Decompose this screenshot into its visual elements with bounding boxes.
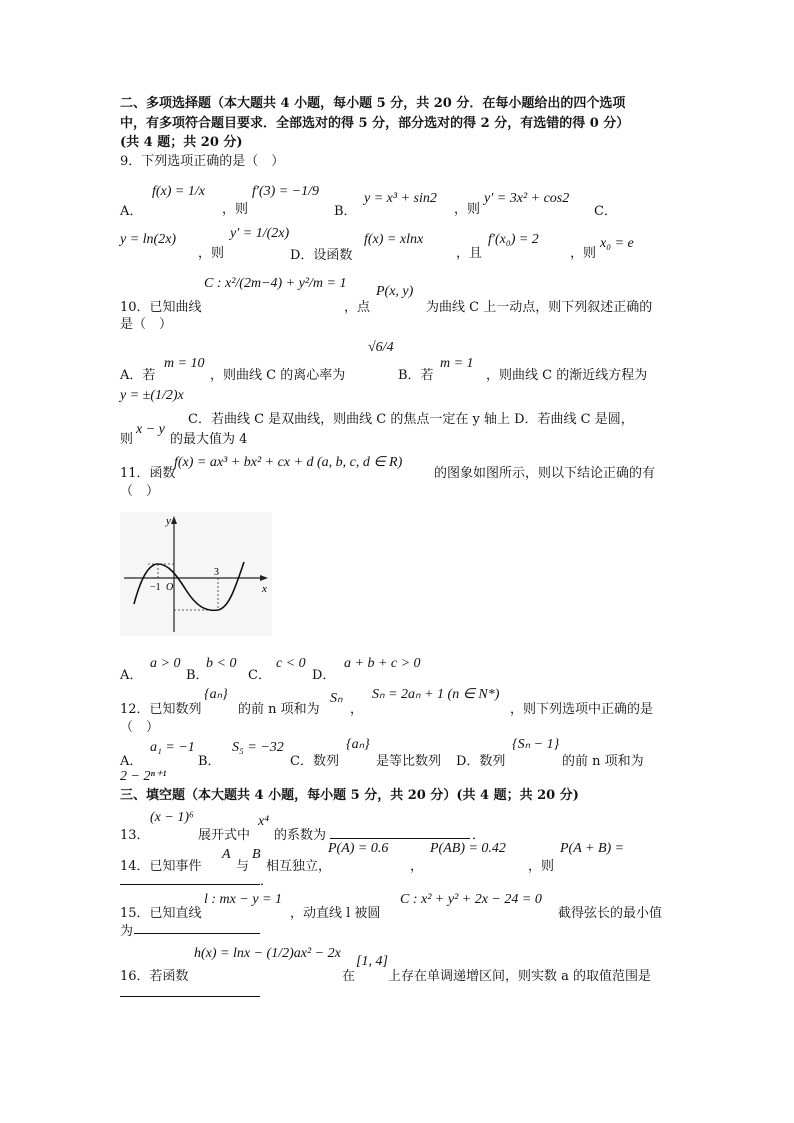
q9-a-label: A． bbox=[120, 204, 143, 219]
graph-x-label: x bbox=[262, 583, 267, 595]
q9-d-and: ，且 bbox=[456, 246, 483, 261]
q9-a-fprime: f′(3) = −1/9 bbox=[252, 184, 320, 199]
q15-line: l : mx − y = 1 bbox=[204, 892, 282, 907]
q9-b-label: B． bbox=[334, 204, 357, 219]
q10-d-pre: 则 bbox=[120, 432, 134, 447]
q10-a-text: ，则曲线 C 的离心率为 bbox=[210, 368, 346, 383]
q16-in: 在 bbox=[342, 969, 356, 984]
q11-b-label: B． bbox=[186, 668, 209, 683]
q15-line2: 为 bbox=[120, 924, 134, 939]
q11-stem-line2: （ ） bbox=[120, 484, 160, 499]
q10-b-asym: y = ±(1/2)x bbox=[120, 388, 184, 403]
q12-d-seq: {Sₙ − 1} bbox=[512, 737, 560, 752]
q9-d-x0: x₀ = e bbox=[600, 236, 634, 251]
q12-stem-line2: （ ） bbox=[120, 720, 160, 735]
q9-b-yprime: y′ = 3x² + cos2 bbox=[484, 191, 570, 206]
q10-b-m: m = 1 bbox=[440, 356, 474, 371]
q12-comma: ， bbox=[350, 702, 364, 717]
q13-number: 13． bbox=[120, 828, 150, 843]
q14-then: ，则 bbox=[528, 859, 555, 874]
q11-c-label: C． bbox=[248, 668, 271, 683]
q10-point: P(x, y) bbox=[376, 284, 414, 299]
q15-pre: 15．已知直线 bbox=[120, 906, 202, 921]
q10-d-post: 的最大值为 4 bbox=[170, 432, 248, 447]
q16-pre: 16．若函数 bbox=[120, 969, 189, 984]
q10-b-text: ，则曲线 C 的渐近线方程为 bbox=[486, 368, 648, 383]
q11-b: b < 0 bbox=[206, 656, 237, 671]
q11-d: a + b + c > 0 bbox=[344, 656, 421, 671]
q15-answer-blank[interactable] bbox=[134, 921, 260, 934]
q14-ask: P(A + B) = bbox=[560, 841, 625, 856]
q12-c-text: 是等比数列 bbox=[376, 754, 442, 769]
q16-post: 上存在单调递增区间，则实数 a 的取值范围是 bbox=[388, 969, 652, 984]
q10-b-label: B．若 bbox=[398, 368, 434, 383]
section2-line1: 二、多项选择题（本大题共 4 小题，每小题 5 分，共 20 分．在每小题给出的四个选项 bbox=[120, 96, 626, 111]
q9-a-then: ，则 bbox=[222, 202, 249, 217]
q12-c-label: C．数列 bbox=[290, 754, 339, 769]
q12-stem-post: ，则下列选项中正确的是 bbox=[510, 702, 654, 717]
q14-pa: P(A) = 0.6 bbox=[328, 841, 389, 856]
q9-b-then: ，则 bbox=[454, 202, 481, 217]
q11-d-label: D． bbox=[312, 668, 336, 683]
q14-event-a: A bbox=[222, 847, 231, 862]
q13-answer-blank[interactable] bbox=[330, 826, 470, 839]
q11-a: a > 0 bbox=[150, 656, 181, 671]
q11-graph bbox=[120, 512, 272, 636]
q9-c-then: ，则 bbox=[198, 246, 225, 261]
q12-stem-pre: 12．已知数列 bbox=[120, 702, 202, 717]
section3-header: 三、填空题（本大题共 4 小题，每小题 5 分，共 20 分）(共 4 题；共 20 分) bbox=[120, 788, 579, 803]
q10-c-text: C．若曲线 C 是双曲线，则曲线 C 的焦点一定在 y 轴上 D．若曲线 C 是圆， bbox=[188, 412, 634, 427]
q11-stem-post: 的图象如图所示，则以下结论正确的有 bbox=[434, 466, 656, 481]
q12-a: a₁ = −1 bbox=[150, 740, 195, 755]
q10-stem-line2: 是（ ） bbox=[120, 317, 173, 332]
q16-interval: [1, 4] bbox=[356, 954, 388, 969]
graph-right-mark: 3 bbox=[214, 567, 219, 578]
q10-a-label: A．若 bbox=[120, 368, 156, 383]
graph-origin-label: O bbox=[166, 582, 174, 593]
q14-comma: ， bbox=[410, 859, 424, 874]
q14-event-b: B bbox=[252, 847, 261, 862]
q11-c: c < 0 bbox=[276, 656, 306, 671]
q9-c-label: C． bbox=[594, 204, 617, 219]
q10-curve: C : x²/(2m−4) + y²/m = 1 bbox=[204, 276, 347, 291]
q13-end: ． bbox=[472, 828, 486, 843]
q12-a-label: A． bbox=[120, 754, 143, 769]
q9-d-label: D．设函数 bbox=[290, 248, 353, 263]
section2-line2: 中，有多项符合题目要求．全部选对的得 5 分，部分选对的得 2 分，有选错的得 0 分） bbox=[120, 116, 630, 131]
q16-answer-blank[interactable] bbox=[120, 984, 260, 997]
q12-seq: {aₙ} bbox=[204, 687, 228, 702]
q11-function: f(x) = ax³ + bx² + cx + d (a, b, c, d ∈ R) bbox=[174, 455, 403, 470]
q13-term: x⁴ bbox=[258, 814, 270, 829]
q13-mid: 展开式中 bbox=[198, 828, 251, 843]
q12-d-label: D．数列 bbox=[456, 754, 506, 769]
q15-mid: ，动直线 l 被圆 bbox=[290, 906, 381, 921]
q9-d-then: ，则 bbox=[570, 246, 597, 261]
section2-line3: (共 4 题；共 20 分) bbox=[120, 135, 243, 150]
q13-expression: (x − 1)⁶ bbox=[150, 810, 194, 825]
q12-stem-mid: 的前 n 项和为 bbox=[238, 702, 320, 717]
q9-d-f: f(x) = xlnx bbox=[364, 232, 424, 247]
q9-b-y: y = x³ + sin2 bbox=[364, 191, 437, 206]
q10-stem-mid: ，点 bbox=[344, 300, 371, 315]
q12-relation: Sₙ = 2aₙ + 1 (n ∈ N*) bbox=[372, 687, 500, 702]
graph-left-mark: −1 bbox=[150, 582, 161, 593]
q12-d-answer: 2 − 2ⁿ⁺¹ bbox=[120, 769, 167, 784]
q14-pab: P(AB) = 0.42 bbox=[430, 841, 506, 856]
q10-stem-post: 为曲线 C 上一动点，则下列叙述正确的 bbox=[426, 300, 653, 315]
q9-c-yprime: y′ = 1/(2x) bbox=[230, 226, 290, 241]
q9-c-y: y = ln(2x) bbox=[120, 232, 177, 247]
q14-end: ． bbox=[260, 874, 274, 889]
q14-indep: 相互独立， bbox=[266, 859, 332, 874]
q11-stem-pre: 11．函数 bbox=[120, 466, 176, 481]
q14-pre: 14．已知事件 bbox=[120, 859, 202, 874]
q14-answer-blank[interactable] bbox=[120, 872, 260, 885]
q11-a-label: A． bbox=[120, 668, 143, 683]
q12-c-seq: {aₙ} bbox=[346, 737, 370, 752]
q15-circle: C : x² + y² + 2x − 24 = 0 bbox=[400, 892, 542, 907]
q10-a-e: √6/4 bbox=[368, 340, 394, 355]
q12-d-text: 的前 n 项和为 bbox=[562, 754, 644, 769]
q16-function: h(x) = lnx − (1/2)ax² − 2x bbox=[194, 946, 341, 961]
q10-a-m: m = 10 bbox=[164, 356, 205, 371]
q12-b-label: B． bbox=[198, 754, 221, 769]
q14-and: 与 bbox=[236, 859, 250, 874]
q12-b: S₅ = −32 bbox=[232, 740, 284, 755]
q9-a-f: f(x) = 1/x bbox=[152, 184, 205, 199]
q10-stem-pre: 10．已知曲线 bbox=[120, 300, 202, 315]
q12-sum: Sₙ bbox=[330, 691, 343, 706]
q9-d-fprime: f′(x₀) = 2 bbox=[488, 232, 539, 247]
graph-y-label: y bbox=[166, 515, 171, 527]
q15-post: 截得弦长的最小值 bbox=[558, 906, 663, 921]
q13-post: 的系数为 bbox=[274, 828, 327, 843]
q9-stem: 9．下列选项正确的是（ ） bbox=[120, 154, 285, 169]
q10-d-expr: x − y bbox=[136, 422, 165, 437]
